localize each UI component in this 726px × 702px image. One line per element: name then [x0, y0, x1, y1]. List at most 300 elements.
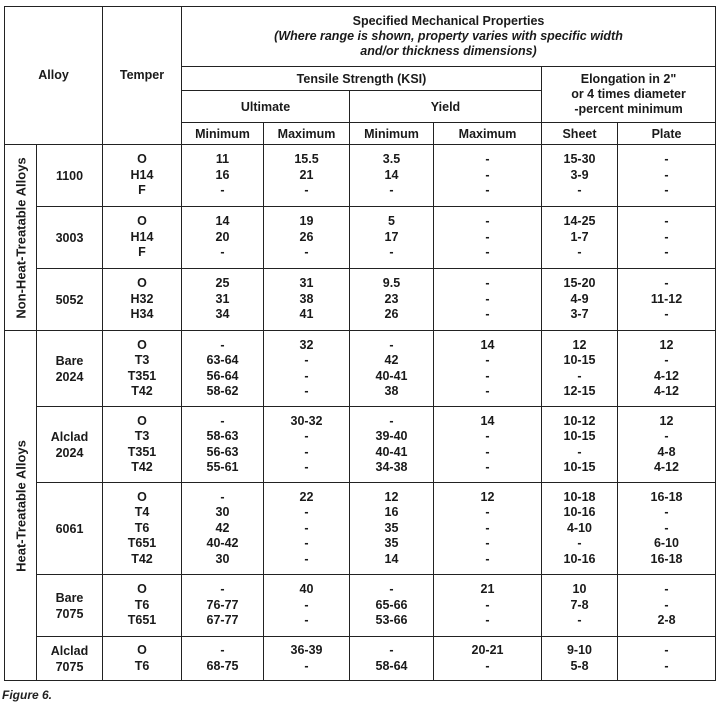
temper-cell [103, 269, 182, 331]
table-row [5, 145, 716, 207]
plate-value: 4-12 [653, 383, 680, 398]
alloy-name: 2024 [55, 369, 84, 384]
ymin-value: 65-66 [375, 597, 408, 612]
umax-value: 32 [299, 337, 314, 352]
alloy-header: Alloy [5, 7, 103, 145]
ymax-value: - [485, 536, 490, 551]
temper-value: F [138, 245, 146, 260]
ymax-cell [434, 145, 542, 207]
temper-value: T651 [127, 613, 157, 628]
sheet-value: 10-15 [563, 429, 596, 444]
umin-value: 31 [215, 291, 230, 306]
ymax-cell [434, 575, 542, 637]
umax-value: - [304, 429, 309, 444]
ymax-cell [434, 207, 542, 269]
umin-value: - [220, 245, 225, 260]
ymax-value: - [485, 551, 490, 566]
ymin-cell [350, 637, 434, 681]
umin-value: 67-77 [206, 613, 239, 628]
table-row [5, 483, 716, 575]
sheet-value: - [577, 613, 582, 628]
umin-cell [182, 407, 264, 483]
ymax-value: - [485, 167, 490, 182]
temper-value: O [137, 214, 147, 229]
temper-value: T3 [134, 429, 150, 444]
sheet-value: - [577, 368, 582, 383]
temper-value: O [137, 337, 147, 352]
plate-value: 11-12 [650, 291, 683, 306]
alloy-name: Alclad [50, 429, 89, 444]
temper-value: O [137, 643, 147, 658]
ymax-value: - [485, 658, 490, 673]
umin-cell [182, 637, 264, 681]
temper-value: T3 [134, 353, 150, 368]
sheet-value: 10-16 [563, 505, 596, 520]
temper-value: H14 [130, 229, 154, 244]
plate-value: - [664, 520, 669, 535]
umax-value: - [304, 597, 309, 612]
plate-header: Plate [618, 123, 716, 145]
umax-value: 26 [299, 229, 314, 244]
umax-value: - [304, 505, 309, 520]
ymin-value: 58-64 [375, 658, 408, 673]
alloy-name: 5052 [55, 292, 84, 307]
elongation-header [542, 67, 716, 123]
yield-min-header: Minimum [350, 123, 434, 145]
sheet-header: Sheet [542, 123, 618, 145]
umin-cell [182, 207, 264, 269]
umax-value: - [304, 368, 309, 383]
temper-cell [103, 407, 182, 483]
sheet-cell [542, 637, 618, 681]
ymax-value: - [485, 368, 490, 383]
plate-value: 4-12 [653, 368, 680, 383]
temper-value: F [138, 183, 146, 198]
ymax-cell [434, 269, 542, 331]
umax-value: - [304, 353, 309, 368]
ymax-value: 20-21 [471, 643, 504, 658]
sheet-cell [542, 575, 618, 637]
table-row [5, 269, 716, 331]
group-label: Non-Heat-Treatable Alloys [13, 156, 28, 319]
umax-value: 38 [299, 291, 314, 306]
sheet-value: 10-15 [563, 353, 596, 368]
ultimate-max-header: Maximum [264, 123, 350, 145]
sheet-cell [542, 207, 618, 269]
ymin-value: - [389, 643, 394, 658]
umax-value: - [304, 383, 309, 398]
plate-value: - [664, 167, 669, 182]
alloy-name: 1100 [55, 168, 84, 183]
umin-value: 63-64 [206, 353, 239, 368]
figure-caption: Figure 6. [2, 688, 53, 702]
umax-value: - [304, 245, 309, 260]
ymin-cell [350, 407, 434, 483]
sheet-cell [542, 331, 618, 407]
alloy-name: Bare [55, 590, 84, 605]
yield-max-header: Maximum [434, 123, 542, 145]
spec-title: Specified Mechanical Properties [352, 14, 545, 28]
plate-cell [618, 207, 716, 269]
umin-value: - [220, 490, 225, 505]
ymin-value: 9.5 [382, 276, 401, 291]
umax-cell [264, 331, 350, 407]
umax-cell [264, 575, 350, 637]
alloy-name: 7075 [55, 606, 84, 621]
plate-value: - [664, 152, 669, 167]
ymax-cell [434, 331, 542, 407]
ymin-value: 40-41 [375, 444, 408, 459]
temper-cell [103, 483, 182, 575]
ymax-value: - [485, 459, 490, 474]
alloy-cell [37, 331, 103, 407]
umax-value: 36-39 [290, 643, 323, 658]
umin-value: 30 [215, 505, 230, 520]
temper-value: O [137, 152, 147, 167]
temper-value: H14 [130, 167, 154, 182]
temper-value: T6 [134, 597, 150, 612]
elongation-line-2: or 4 times diameter [571, 87, 686, 101]
plate-value: - [664, 245, 669, 260]
plate-cell [618, 483, 716, 575]
ymin-value: 23 [384, 291, 399, 306]
ultimate-min-header: Minimum [182, 123, 264, 145]
temper-value: O [137, 413, 147, 428]
ultimate-header: Ultimate [182, 91, 350, 123]
sheet-value: 12-15 [563, 383, 596, 398]
temper-value: T651 [127, 536, 157, 551]
ymin-value: 40-41 [375, 368, 408, 383]
table-row [5, 331, 716, 407]
ymax-value: 14 [480, 337, 495, 352]
ymin-value: 26 [384, 307, 399, 322]
umax-value: 21 [299, 167, 314, 182]
plate-value: - [664, 229, 669, 244]
ymax-value: - [485, 597, 490, 612]
umin-cell [182, 331, 264, 407]
sheet-value: 14-25 [563, 214, 596, 229]
ymax-value: - [485, 214, 490, 229]
temper-cell [103, 575, 182, 637]
temper-value: O [137, 276, 147, 291]
ymin-cell [350, 331, 434, 407]
umax-cell [264, 207, 350, 269]
umax-cell [264, 483, 350, 575]
umin-value: 25 [215, 276, 230, 291]
ymin-value: - [389, 582, 394, 597]
sheet-value: 10 [572, 582, 587, 597]
ymax-value: - [485, 291, 490, 306]
sheet-value: 3-7 [570, 307, 589, 322]
alloy-cell [37, 145, 103, 207]
umin-value: 58-62 [206, 383, 239, 398]
umax-cell [264, 145, 350, 207]
alloy-cell [37, 637, 103, 681]
temper-value: T6 [134, 658, 150, 673]
plate-value: 12 [659, 337, 674, 352]
ymin-cell [350, 269, 434, 331]
mechanical-properties-table [4, 6, 716, 681]
ymax-cell [434, 407, 542, 483]
umax-value: - [304, 183, 309, 198]
umin-value: 55-61 [206, 459, 239, 474]
plate-value: - [664, 276, 669, 291]
umax-value: - [304, 444, 309, 459]
plate-value: 2-8 [657, 613, 676, 628]
group-heat-treatable [5, 331, 37, 681]
ymax-value: - [485, 429, 490, 444]
table-row [5, 207, 716, 269]
alloy-name: 6061 [55, 521, 84, 536]
umin-value: 40-42 [206, 536, 239, 551]
sheet-value: 4-10 [566, 520, 593, 535]
ymax-value: - [485, 229, 490, 244]
umax-value: - [304, 613, 309, 628]
plate-value: - [664, 183, 669, 198]
plate-value: 16-18 [650, 551, 683, 566]
ymin-value: - [389, 413, 394, 428]
plate-cell [618, 145, 716, 207]
plate-cell [618, 637, 716, 681]
plate-value: 6-10 [653, 536, 680, 551]
ymax-value: - [485, 505, 490, 520]
plate-cell [618, 331, 716, 407]
alloy-name: 7075 [55, 659, 84, 674]
alloy-cell [37, 483, 103, 575]
umax-value: 15.5 [294, 152, 319, 167]
umin-value: - [220, 582, 225, 597]
ymin-value: 53-66 [375, 613, 408, 628]
alloy-name: Alclad [50, 643, 89, 658]
plate-value: - [664, 643, 669, 658]
ymin-value: - [389, 183, 394, 198]
ymax-value: - [485, 520, 490, 535]
ymin-value: - [389, 337, 394, 352]
umax-value: 40 [299, 582, 314, 597]
elongation-line-1: Elongation in 2" [580, 72, 677, 86]
ymax-value: - [485, 613, 490, 628]
alloy-cell [37, 269, 103, 331]
sheet-value: - [577, 245, 582, 260]
temper-cell [103, 637, 182, 681]
plate-cell [618, 269, 716, 331]
ymin-value: 16 [384, 505, 399, 520]
table-row [5, 637, 716, 681]
ymin-value: 12 [384, 490, 399, 505]
sheet-value: - [577, 536, 582, 551]
temper-value: H34 [130, 307, 154, 322]
ymax-value: - [485, 152, 490, 167]
sheet-value: 3-9 [570, 167, 589, 182]
sheet-cell [542, 269, 618, 331]
table-row [5, 407, 716, 483]
umin-cell [182, 483, 264, 575]
sheet-value: 1-7 [570, 229, 589, 244]
ymin-cell [350, 145, 434, 207]
umin-value: 56-64 [206, 368, 239, 383]
sheet-value: 4-9 [570, 291, 589, 306]
umin-value: 58-63 [206, 429, 239, 444]
plate-value: - [664, 597, 669, 612]
ymin-value: - [389, 245, 394, 260]
ymin-value: 35 [384, 520, 399, 535]
umin-value: 42 [215, 520, 230, 535]
plate-value: - [664, 658, 669, 673]
ymin-value: 39-40 [375, 429, 408, 444]
umin-value: 68-75 [206, 658, 239, 673]
ymax-value: - [485, 444, 490, 459]
plate-cell [618, 407, 716, 483]
temper-value: T42 [131, 551, 153, 566]
umax-cell [264, 407, 350, 483]
plate-value: - [664, 307, 669, 322]
umin-cell [182, 145, 264, 207]
plate-value: - [664, 214, 669, 229]
umax-value: - [304, 459, 309, 474]
table-body [5, 145, 716, 681]
umin-value: - [220, 183, 225, 198]
sheet-value: 10-15 [563, 459, 596, 474]
sheet-value: 15-30 [563, 152, 596, 167]
ymin-value: 14 [384, 551, 399, 566]
umax-value: 30-32 [290, 413, 323, 428]
umax-cell [264, 637, 350, 681]
ymin-cell [350, 207, 434, 269]
ymin-value: 38 [384, 383, 399, 398]
plate-value: 4-12 [653, 459, 680, 474]
sheet-value: 12 [572, 337, 587, 352]
temper-value: T351 [127, 444, 157, 459]
umin-value: 14 [215, 214, 230, 229]
alloy-name: 2024 [55, 445, 84, 460]
umax-value: 19 [299, 214, 314, 229]
umin-value: 30 [215, 551, 230, 566]
sheet-value: 5-8 [570, 658, 589, 673]
ymax-cell [434, 637, 542, 681]
sheet-value: 10-16 [563, 551, 596, 566]
elongation-line-3: -percent minimum [574, 102, 683, 116]
umin-value: 16 [215, 167, 230, 182]
tensile-header: Tensile Strength (KSI) [182, 67, 542, 91]
properties-table-container [4, 6, 715, 681]
ymax-value: - [485, 307, 490, 322]
plate-value: 12 [659, 413, 674, 428]
temper-cell [103, 331, 182, 407]
umin-value: 11 [215, 152, 230, 167]
ymax-value: 12 [480, 490, 495, 505]
temper-value: T42 [131, 383, 153, 398]
alloy-name: 3003 [55, 230, 84, 245]
umin-value: 76-77 [206, 597, 239, 612]
sheet-value: 10-12 [563, 413, 596, 428]
temper-value: H32 [130, 291, 154, 306]
ymax-value: - [485, 353, 490, 368]
umax-value: - [304, 536, 309, 551]
umax-cell [264, 269, 350, 331]
plate-value: 4-8 [657, 444, 676, 459]
ymin-value: 34-38 [375, 459, 408, 474]
umin-value: 20 [215, 229, 230, 244]
spec-subtitle-2: and/or thickness dimensions) [360, 44, 537, 58]
sheet-value: 15-20 [563, 276, 596, 291]
ymin-value: 17 [384, 229, 399, 244]
temper-value: T6 [134, 520, 150, 535]
plate-cell [618, 575, 716, 637]
plate-value: - [664, 353, 669, 368]
umin-value: 56-63 [206, 444, 239, 459]
ymax-value: 14 [480, 413, 495, 428]
temper-value: T351 [127, 368, 157, 383]
alloy-name: Bare [55, 353, 84, 368]
temper-header: Temper [103, 7, 182, 145]
ymin-cell [350, 575, 434, 637]
alloy-cell [37, 575, 103, 637]
umax-value: - [304, 658, 309, 673]
table-row [5, 575, 716, 637]
temper-cell [103, 145, 182, 207]
umin-cell [182, 269, 264, 331]
temper-value: O [137, 490, 147, 505]
sheet-value: - [577, 444, 582, 459]
yield-header: Yield [350, 91, 542, 123]
sheet-value: 9-10 [566, 643, 593, 658]
sheet-value: - [577, 183, 582, 198]
ymax-cell [434, 483, 542, 575]
plate-value: - [664, 505, 669, 520]
ymax-value: - [485, 276, 490, 291]
ymin-value: 14 [384, 167, 399, 182]
alloy-cell [37, 207, 103, 269]
umin-value: 34 [215, 307, 230, 322]
umax-value: - [304, 520, 309, 535]
temper-value: T42 [131, 459, 153, 474]
umax-value: 41 [299, 307, 314, 322]
temper-value: O [137, 582, 147, 597]
sheet-value: 7-8 [570, 597, 589, 612]
umin-cell [182, 575, 264, 637]
temper-value: T4 [134, 505, 150, 520]
spec-title-cell [182, 7, 716, 67]
umin-value: - [220, 337, 225, 352]
umax-value: 22 [299, 490, 314, 505]
plate-value: - [664, 429, 669, 444]
ymax-value: 21 [480, 582, 495, 597]
umax-value: - [304, 551, 309, 566]
ymax-value: - [485, 383, 490, 398]
plate-value: 16-18 [650, 490, 683, 505]
alloy-cell [37, 407, 103, 483]
ymin-value: 3.5 [382, 152, 401, 167]
umin-value: - [220, 413, 225, 428]
sheet-value: 10-18 [563, 490, 596, 505]
ymin-value: 42 [384, 353, 399, 368]
ymin-value: 35 [384, 536, 399, 551]
sheet-cell [542, 407, 618, 483]
spec-subtitle-1: (Where range is shown, property varies with specific width [274, 29, 623, 43]
ymax-value: - [485, 245, 490, 260]
group-non-heat-treatable [5, 145, 37, 331]
umax-value: 31 [299, 276, 314, 291]
plate-value: - [664, 582, 669, 597]
sheet-cell [542, 145, 618, 207]
umin-value: - [220, 643, 225, 658]
ymin-cell [350, 483, 434, 575]
sheet-cell [542, 483, 618, 575]
ymax-value: - [485, 183, 490, 198]
group-label: Heat-Treatable Alloys [13, 439, 28, 572]
ymin-value: 5 [388, 214, 395, 229]
temper-cell [103, 207, 182, 269]
